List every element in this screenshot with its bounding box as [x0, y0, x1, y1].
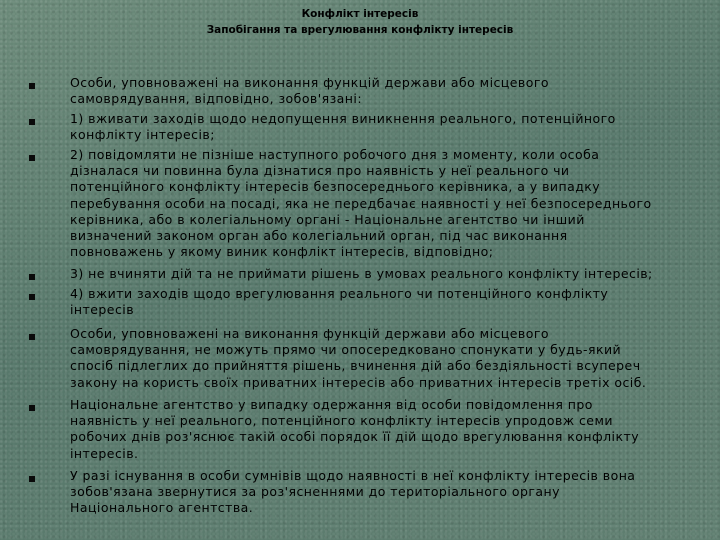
- bullet-square-icon: [29, 405, 35, 411]
- bullet-square-icon: [29, 155, 35, 161]
- slide-subtitle: Запобігання та врегулювання конфлікту інтересів: [206, 24, 514, 36]
- list-item-text: У разі існування в особи сумнівів щодо наявності в неї конфлікту інтересів вона зобов'язана звернутися за роз'ясненнями до територіального органу Національного агентства.: [70, 468, 636, 516]
- bullet-square-icon: [29, 274, 35, 280]
- bullet-square-icon: [29, 294, 35, 300]
- bullet-square-icon: [29, 83, 35, 89]
- list-item-text: 3) не вчиняти дій та не приймати рішень в умовах реального конфлікту інтересів;: [70, 266, 653, 281]
- bullet-square-icon: [29, 119, 35, 125]
- list-item-text: Особи, уповноважені на виконання функцій держави або місцевого самоврядування, не можуть прямо чи опосередковано спонукати у будь-який спосіб підлеглих до прийняття рішень, вчинення дій або бездіяльності всупереч закону на користь своїх приватних інтересів або приватних інтересів третіх осіб.: [70, 326, 647, 390]
- list-item-text: Особи, уповноважені на виконання функцій держави або місцевого самоврядування, відповідно, зобов'язані:: [70, 75, 549, 107]
- bullet-square-icon: [29, 334, 35, 340]
- slide-title: Конфлікт інтересів: [301, 8, 419, 20]
- list-item-text: 1) вживати заходів щодо недопущення виникнення реального, потенційного конфлікту інтересів;: [70, 111, 616, 143]
- bullet-square-icon: [29, 476, 35, 482]
- list-item-text: Національне агентство у випадку одержання від особи повідомлення про наявність у неї реального, потенційного конфлікту інтересів упродовж семи робочих днів роз'яснює такій особі порядок її дій щодо врегулювання конфлікту інтересів.: [70, 397, 640, 461]
- list-item-text: 4) вжити заходів щодо врегулювання реального чи потенційного конфлікту інтересів: [70, 286, 609, 318]
- list-item-text: 2) повідомляти не пізніше наступного робочого дня з моменту, коли особа дізналася чи повинна була дізнатися про наявність у неї реального чи потенційного конфлікту інтересів безпосереднього керівника, а у випадку перебування особи на посаді, яка не передбачає наявності у неї безпосереднього керівника, або в колегіальному органі - Національне агентство чи інший визначений законом орган або колегіальний орган, під час виконання повноважень у якому виник конфлікт інтересів, відповідно;: [70, 147, 652, 260]
